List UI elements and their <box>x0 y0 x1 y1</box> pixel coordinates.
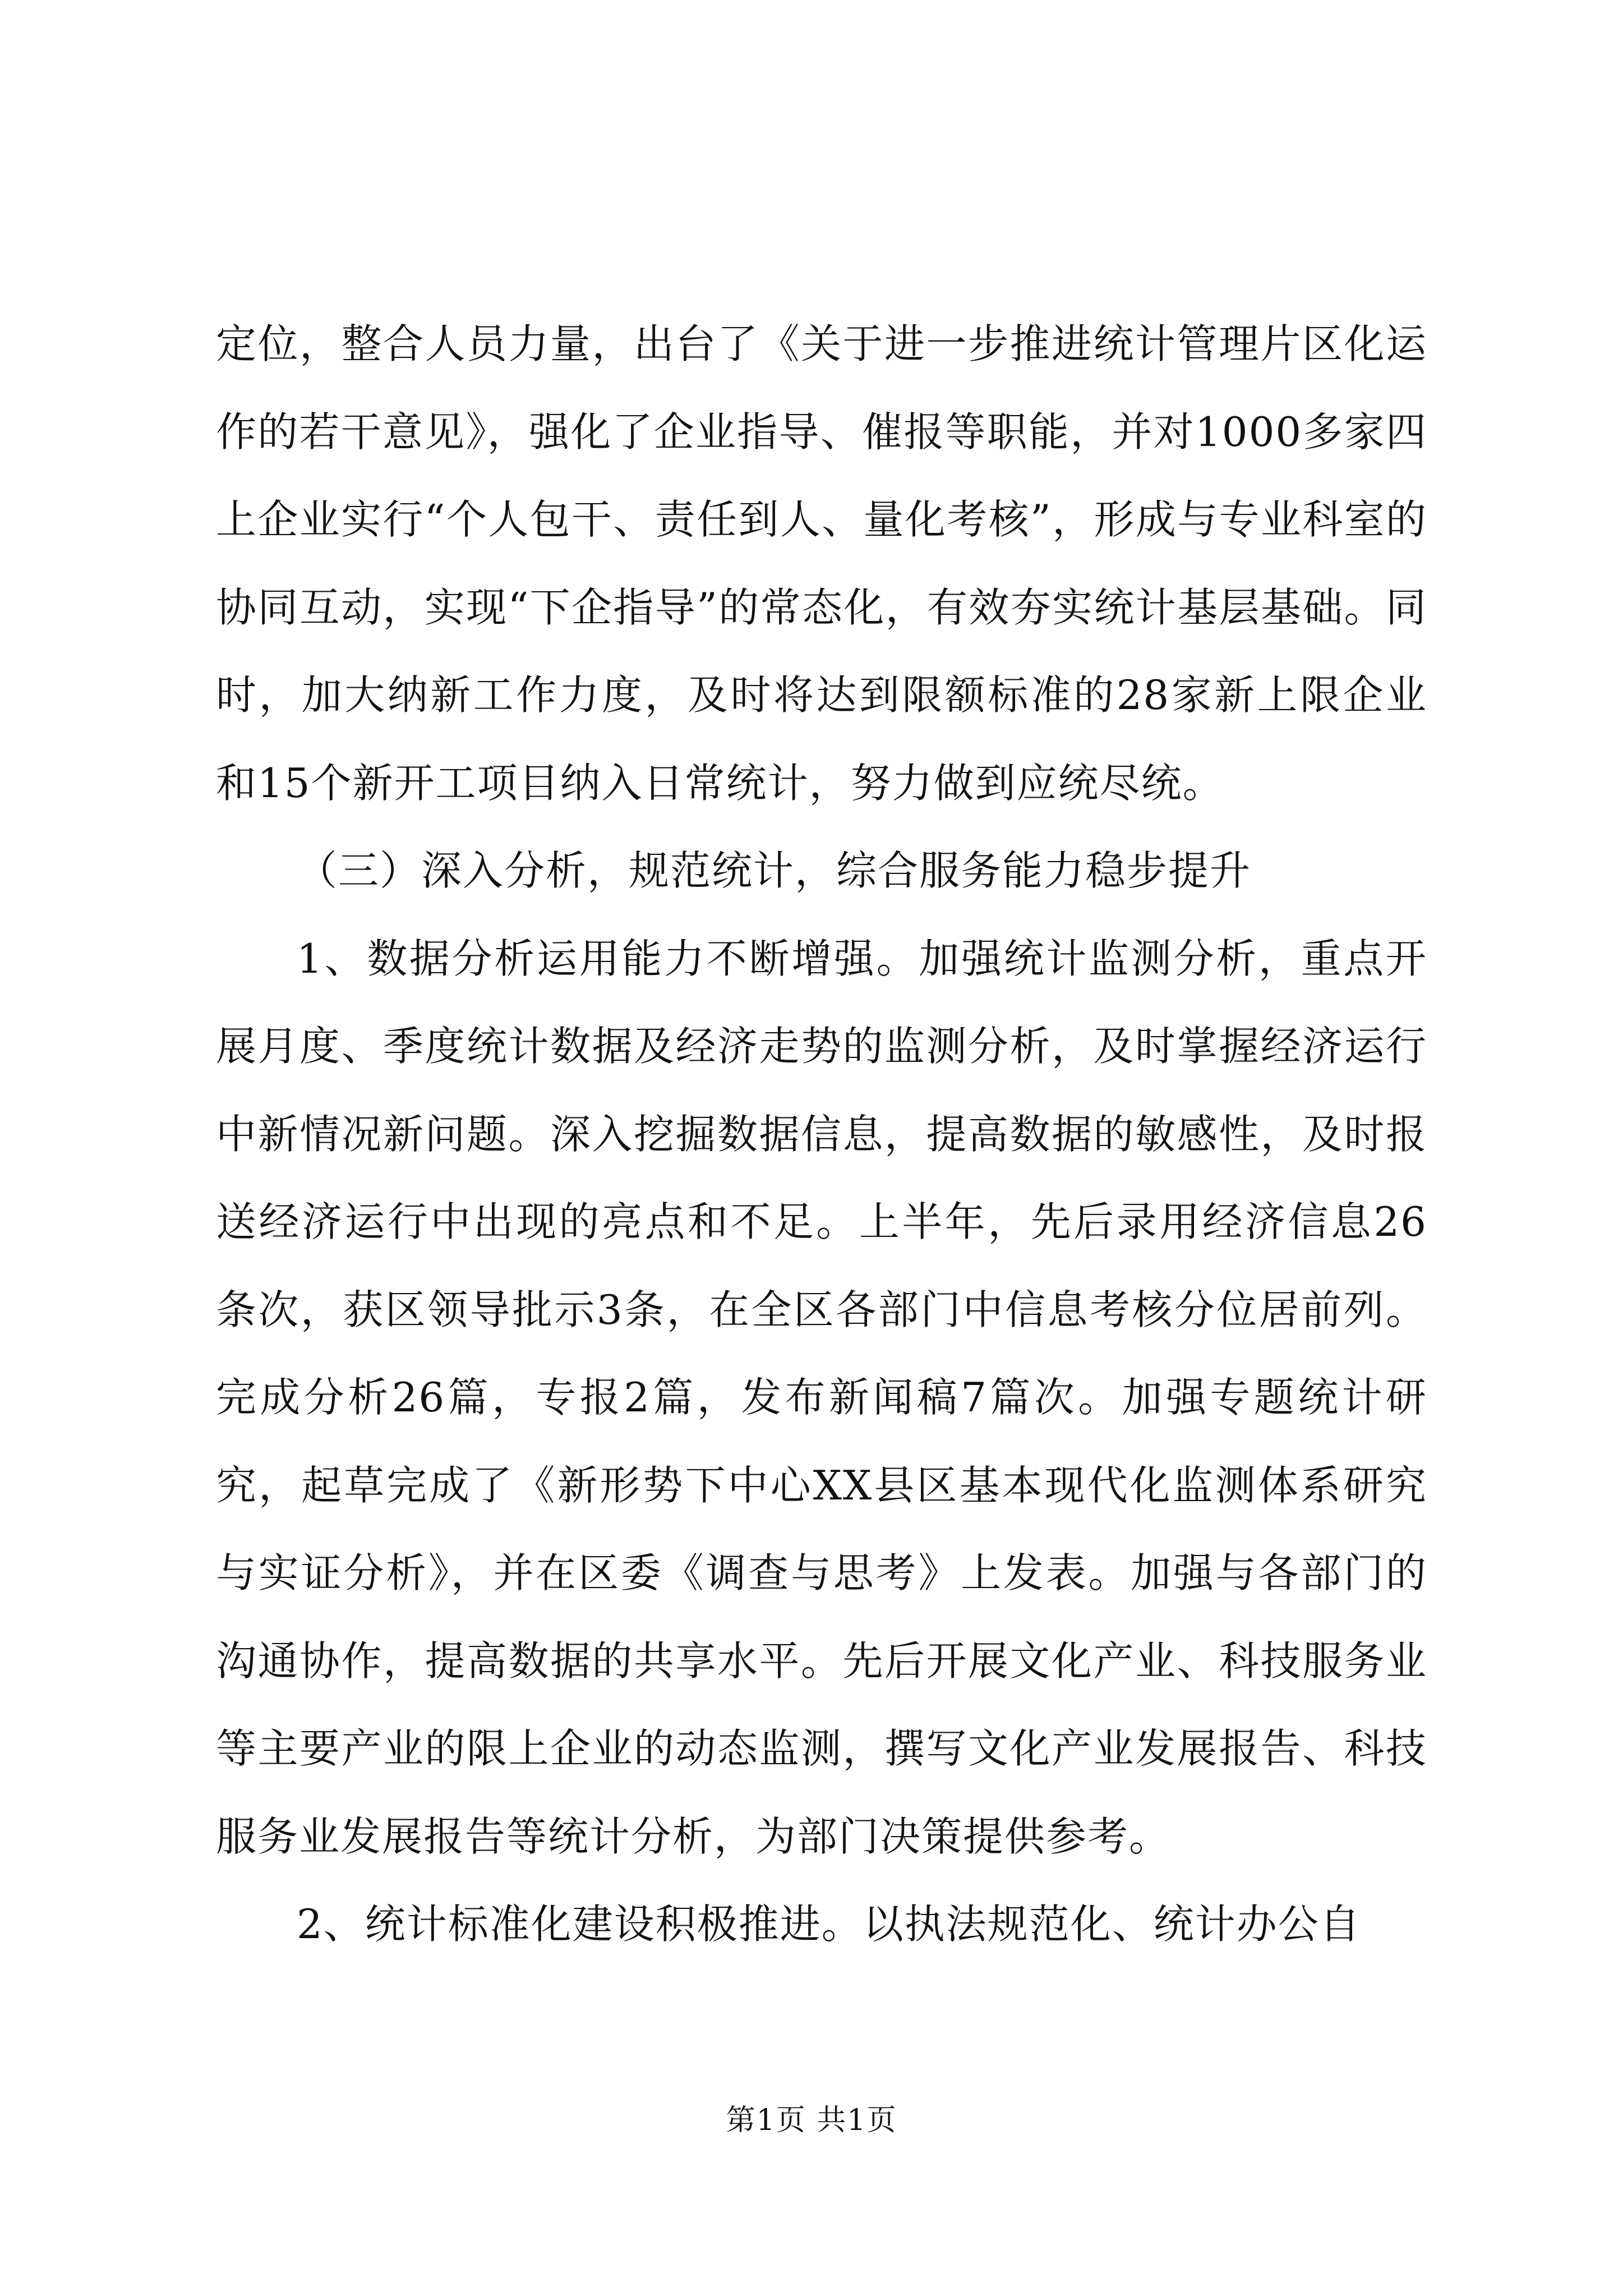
page-footer: 第1页 共1页 <box>726 2104 897 2137</box>
document-body <box>216 300 1427 1968</box>
paragraph-2: 1、数据分析运用能力不断增强。加强统计监测分析，重点开展月度、季度统计数据及经济走势的监测分析，及时掌握经济运行中新情况新问题。深入挖掘数据信息，提高数据的敏感性，及时报送经济运行中出现的亮点和不足。上半年，先后录用经济信息26条次，获区领导批示3条，在全区各部门中信息考核分位居前列。完成分析26篇，专报2篇，发布新闻稿7篇次。加强专题统计研究，起草完成了《新形势下中心XX县区基本现代化监测体系研究与实证分析》，并在区委《调查与思考》上发表。加强与各部门的沟通协作，提高数据的共享水平。先后开展文化产业、科技服务业等主要产业的限上企业的动态监测，撰写文化产业发展报告、科技服务业发展报告等统计分析，为部门决策提供参考。 <box>216 935 1427 1860</box>
paragraph-1: 定位，整合人员力量，出台了《关于进一步推进统计管理片区化运作的若干意见》，强化了企业指导、催报等职能，并对1000多家四上企业实行“个人包干、责任到人、量化考核”，形成与专业科室的协同互动，实现“下企指导”的常态化，有效夯实统计基层基础。同时，加大纳新工作力度，及时将达到限额标准的28家新上限企业和15个新开工项目纳入日常统计，努力做到应统尽统。 <box>216 320 1427 807</box>
paragraph-3: 2、统计标准化建设积极推进。以执法规范化、统计办公自 <box>297 1901 1361 1948</box>
section-heading-3: （三）深入分析，规范统计，综合服务能力稳步提升 <box>297 847 1252 894</box>
